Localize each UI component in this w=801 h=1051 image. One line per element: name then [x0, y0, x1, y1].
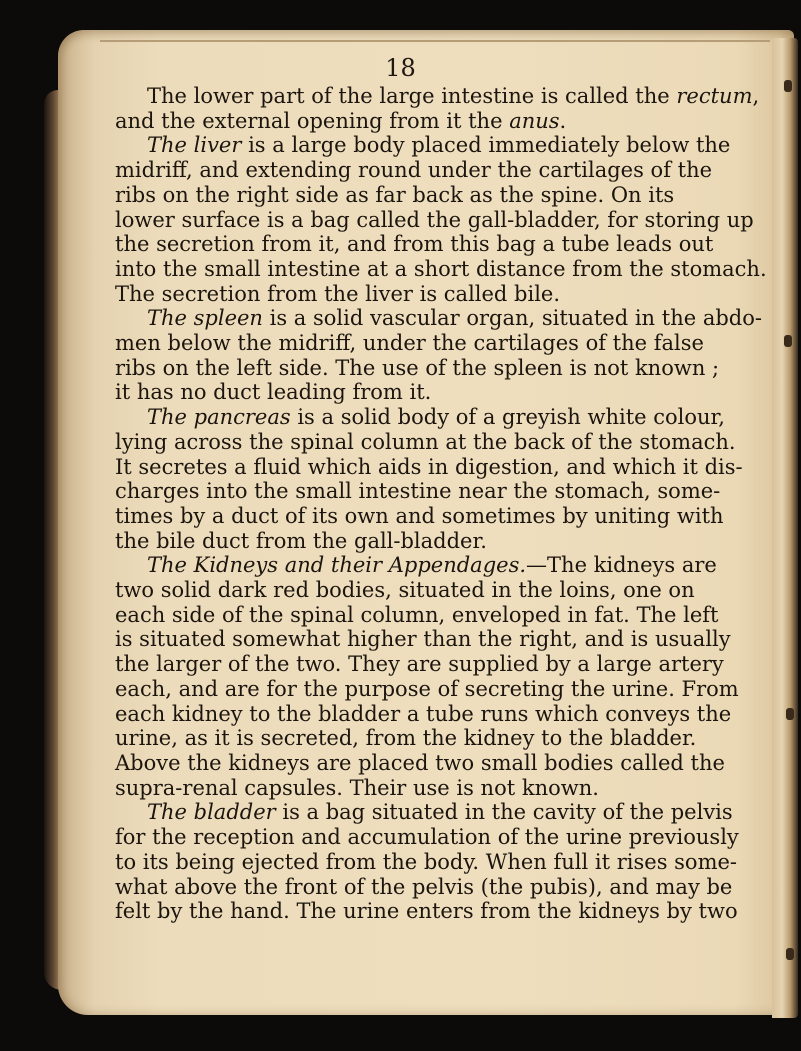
text-run: —The kidneys are: [526, 553, 717, 578]
text-run: into the small intestine at a short distance from the stomach.: [115, 256, 767, 281]
text-run: The lower part of the large intestine is called the: [147, 84, 677, 108]
text-run: is a bag situated in the cavity of the pelvis: [275, 800, 733, 825]
binding-mark: [784, 335, 792, 347]
page-number: 18: [385, 54, 416, 82]
text-line: [115, 232, 755, 257]
text-run: is situated somewhat higher than the right, and is usually: [115, 627, 731, 652]
text-run: felt by the hand. The urine enters from the kidneys by two: [115, 899, 738, 924]
text-run: ribs on the right side as far back as the spine. On its: [115, 182, 675, 207]
text-line: [115, 208, 755, 233]
italic-term: The Kidneys and their Appendages.: [147, 553, 527, 578]
text-line: [115, 875, 755, 900]
text-run: the bile duct from the gall-bladder.: [115, 528, 487, 553]
paragraph: [115, 553, 755, 800]
text-run: is a solid vascular organ, situated in the abdo-: [262, 306, 762, 331]
text-run: charges into the small intestine near the stomach, some-: [115, 479, 721, 504]
paragraph: [115, 306, 762, 405]
text-line: [115, 603, 755, 628]
text-line: [115, 256, 767, 282]
italic-term: The liver: [147, 133, 242, 158]
top-rule: [100, 40, 770, 42]
text-run: times by a duct of its own and sometimes by uniting with: [115, 503, 724, 528]
page-edge: [772, 38, 798, 1018]
text-line: [115, 282, 755, 307]
text-line: [115, 455, 755, 480]
text-line: [115, 158, 755, 183]
text-run: what above the front of the pelvis (the pubis), and may be: [115, 874, 733, 899]
text-run: ,: [752, 84, 760, 108]
text-line: [115, 356, 755, 381]
italic-term: The pancreas: [147, 405, 291, 430]
text-run: urine, as it is secreted, from the kidney to the bladder.: [115, 726, 697, 751]
italic-term: The spleen: [147, 306, 263, 331]
text-run: each kidney to the bladder a tube runs which conveys the: [115, 701, 732, 726]
text-run: the secretion from it, and from this bag a tube leads out: [115, 232, 714, 257]
text-run: each, and are for the purpose of secreting the urine. From: [115, 676, 739, 701]
text-line: [115, 553, 755, 578]
paragraph: [115, 133, 767, 306]
text-run: supra-renal capsules. Their use is not known.: [115, 775, 599, 800]
text-line: [115, 183, 755, 208]
text-run: to its being ejected from the body. When full it rises some-: [115, 849, 738, 874]
text-line: [115, 479, 755, 504]
text-run: lying across the spinal column at the back of the stomach.: [115, 429, 736, 454]
paragraph: [115, 800, 755, 924]
body-text: [115, 84, 767, 924]
text-line: [115, 380, 755, 405]
text-line: [115, 133, 755, 158]
italic-term: rectum: [676, 84, 753, 108]
text-run: it has no duct leading from it.: [115, 380, 432, 405]
text-run: each side of the spinal column, enveloped in fat. The left: [115, 602, 719, 627]
binding-mark: [786, 708, 794, 720]
text-line: [115, 726, 755, 751]
text-line: [115, 430, 755, 455]
text-run: men below the midriff, under the cartilages of the false: [115, 331, 704, 356]
text-line: [115, 776, 755, 801]
text-line: [115, 677, 755, 702]
italic-term: anus: [509, 108, 560, 133]
italic-term: The bladder: [147, 800, 276, 825]
paragraph: [115, 84, 760, 133]
text-run: Above the kidneys are placed two small bodies called the: [115, 750, 725, 775]
text-run: for the reception and accumulation of the urine previously: [115, 825, 739, 850]
text-line: [115, 578, 755, 603]
paragraph: [115, 405, 755, 553]
text-line: [115, 109, 755, 134]
text-line: [115, 331, 755, 356]
text-run: ribs on the left side. The use of the spleen is not known ;: [115, 355, 720, 380]
text-line: [115, 529, 755, 554]
text-line: [115, 405, 755, 430]
text-run: lower surface is a bag called the gall-bladder, for storing up: [115, 207, 754, 232]
text-line: [115, 702, 755, 727]
text-run: .: [559, 108, 567, 133]
text-run: is a solid body of a greyish white colour,: [290, 405, 725, 430]
text-line: [115, 825, 755, 850]
text-run: two solid dark red bodies, situated in the loins, one on: [115, 578, 695, 603]
text-run: The secretion from the liver is called bile.: [115, 281, 561, 306]
text-line: [115, 84, 760, 109]
text-line: [115, 800, 755, 825]
text-line: [115, 504, 755, 529]
text-run: is a large body placed immediately below the: [241, 133, 731, 158]
text-run: and the external opening from it the: [115, 108, 510, 133]
text-run: midriff, and extending round under the cartilages of the: [115, 158, 713, 183]
text-line: [115, 850, 755, 875]
text-line: [115, 751, 755, 776]
text-line: [115, 306, 762, 331]
text-line: [115, 899, 755, 924]
text-line: [115, 652, 755, 677]
text-run: It secretes a fluid which aids in digestion, and which it dis-: [115, 454, 743, 479]
binding-mark: [786, 948, 794, 960]
text-line: [115, 627, 755, 652]
text-run: the larger of the two. They are supplied by a large artery: [115, 652, 724, 677]
